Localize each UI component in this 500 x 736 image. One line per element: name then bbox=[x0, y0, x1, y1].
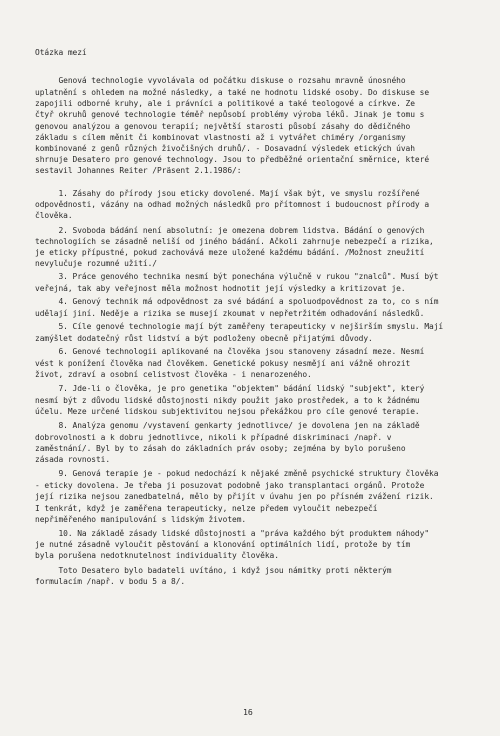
text-line: 3. Práce genového technika nesmí být ponechána výlučně v rukou "znalců". Musí být bbox=[35, 272, 439, 281]
text-line: vést k ponížení člověka nad člověkem. Genetické pokusy nesmějí ani vážně ohrozit bbox=[35, 359, 411, 368]
text-line: 10. Na základě zásady lidské důstojnosti a "práva každého být produktem náhody" bbox=[35, 529, 430, 538]
text-line: 6. Genové technologii aplikované na člověka jsou stanoveny zásadní meze. Nesmí bbox=[35, 347, 425, 356]
text-line: dobrovolnosti a k dobru jednotlivce, nikoli k případné diskriminaci /např. v bbox=[35, 433, 392, 442]
text-line: 2. Svoboda bádání není absolutní: je omezena dobrem lidstva. Bádání o genových bbox=[35, 226, 425, 235]
text-line: účelu. Meze určené lidskou subjektivitou nejsou překážkou pro cíle genové terapie. bbox=[35, 407, 420, 416]
text-line: Toto Desatero bylo badateli uvítáno, i když jsou námitky proti některým bbox=[35, 566, 392, 575]
text-line: zásada rovnosti. bbox=[35, 455, 111, 464]
text-line: zamýšlet dodatečný růst lidství a být podloženy obecně přijatými důvody. bbox=[35, 334, 373, 343]
text-line: základu s cílem měnit či kombinovat vlastnosti až i vytvářet chiméry /organismy bbox=[35, 133, 406, 142]
text-line: formulacím /např. v bodu 5 a 8/. bbox=[35, 577, 186, 586]
text-line: nevylučuje rozumné užití./ bbox=[35, 259, 157, 268]
text-line: 9. Genová terapie je - pokud nedochází k nějaké změně psychické struktury člověka bbox=[35, 469, 439, 478]
text-line: 8. Analýza genomu /vystavení genkarty jednotlivce/ je dovolena jen na základě bbox=[35, 421, 420, 430]
text-line: zaměstnání/. Byl by to zásah do základních práv osoby; zejména by bylo porušeno bbox=[35, 444, 406, 453]
page-number: 16 bbox=[243, 707, 253, 717]
text-line: nesmí být z důvodu lidské důstojnosti nikdy použit jako prostředek, a to k žádnému bbox=[35, 396, 420, 405]
text-line: Genová technologie vyvolávala od počátku diskuse o rozsahu mravně únosného bbox=[35, 76, 406, 85]
text-line: 5. Cíle genové technologie mají být zaměřeny terapeuticky v nejširším smyslu. Mají bbox=[35, 322, 444, 331]
text-line: 7. Jde-li o člověka, je pro genetika "objektem" bádání lidský "subjekt", který bbox=[35, 384, 425, 393]
text-line: veřejná, tak aby veřejnost měla možnost hodnotit její výsledky a kritizovat je. bbox=[35, 284, 406, 293]
text-line: I tenkrát, když je zaměřena terapeuticky, nelze předem vyloučit nebezpečí bbox=[35, 504, 378, 513]
text-line: sestavil Johannes Reiter /Präsent 2.1.1986/: bbox=[35, 166, 242, 175]
text-line: je eticky přípustné, pokud zachovává meze uložené každému bádání. /Možnost zneužití bbox=[35, 248, 425, 257]
text-line: kombinované z genů různých živočišných druhů/. - Dosavadní výsledek etických úvah bbox=[35, 144, 415, 153]
text-line: člověka. bbox=[35, 211, 73, 220]
text-line: je nutné zásadně vyloučit pěstování a klonování optimálních lidí, protože by tím bbox=[35, 540, 411, 549]
text-line: Otázka mezí bbox=[35, 48, 87, 57]
text-line: 4. Genový technik má odpovědnost za své bádání a spoluodpovědnost za to, co s ním bbox=[35, 297, 439, 306]
text-line: její rizika nejsou zanedbatelná, mělo by přijít v úvahu jen po přísném zvážení rizik. bbox=[35, 492, 434, 501]
text-line: genovou analýzou a genovou terapií; největší starosti působí zásahy do dědičného bbox=[35, 122, 411, 131]
text-line: byla porušena nedotknutelnost individuality člověka. bbox=[35, 551, 279, 560]
text-line: technologiích se zásadně neliší od jiného bádání. Ačkoli zahrnuje nebezpečí a rizika, bbox=[35, 237, 434, 246]
text-line: nepřiměřeného manipulování s lidským životem. bbox=[35, 515, 247, 524]
text-line: shrnuje Desatero pro genové technology. Jsou to předběžné orientační směrnice, které bbox=[35, 155, 430, 164]
text-line: 1. Zásahy do přírody jsou eticky dovolené. Mají však být, ve smyslu rozšířené bbox=[35, 189, 420, 198]
text-line: - eticky dovolena. Je třeba ji posuzovat podobně jako transplantaci orgánů. Protože bbox=[35, 481, 425, 490]
text-line: zapojili odborné kruhy, ale i právníci a politikové a také teologové a církve. Ze bbox=[35, 99, 415, 108]
text-line: udělají jiní. Neděje a rizika se musejí zkoumat v nepřetržitém odhadování následků. bbox=[35, 309, 425, 318]
text-line: odpovědnosti, vázány na odhad možných následků pro přítomnost i budoucnost přírody a bbox=[35, 200, 430, 209]
text-line: uplatnění s ohledem na možné následky, a také ne hodnotu lidské osoby. Do diskuse se bbox=[35, 88, 430, 97]
text-line: život, zdraví a osobní celistvost člověka - i nenarozeného. bbox=[35, 370, 312, 379]
text-line: čtyř okruhů genové technologie téměř nepůsobí problémy výroba léků. Jinak je tomu s bbox=[35, 110, 425, 119]
